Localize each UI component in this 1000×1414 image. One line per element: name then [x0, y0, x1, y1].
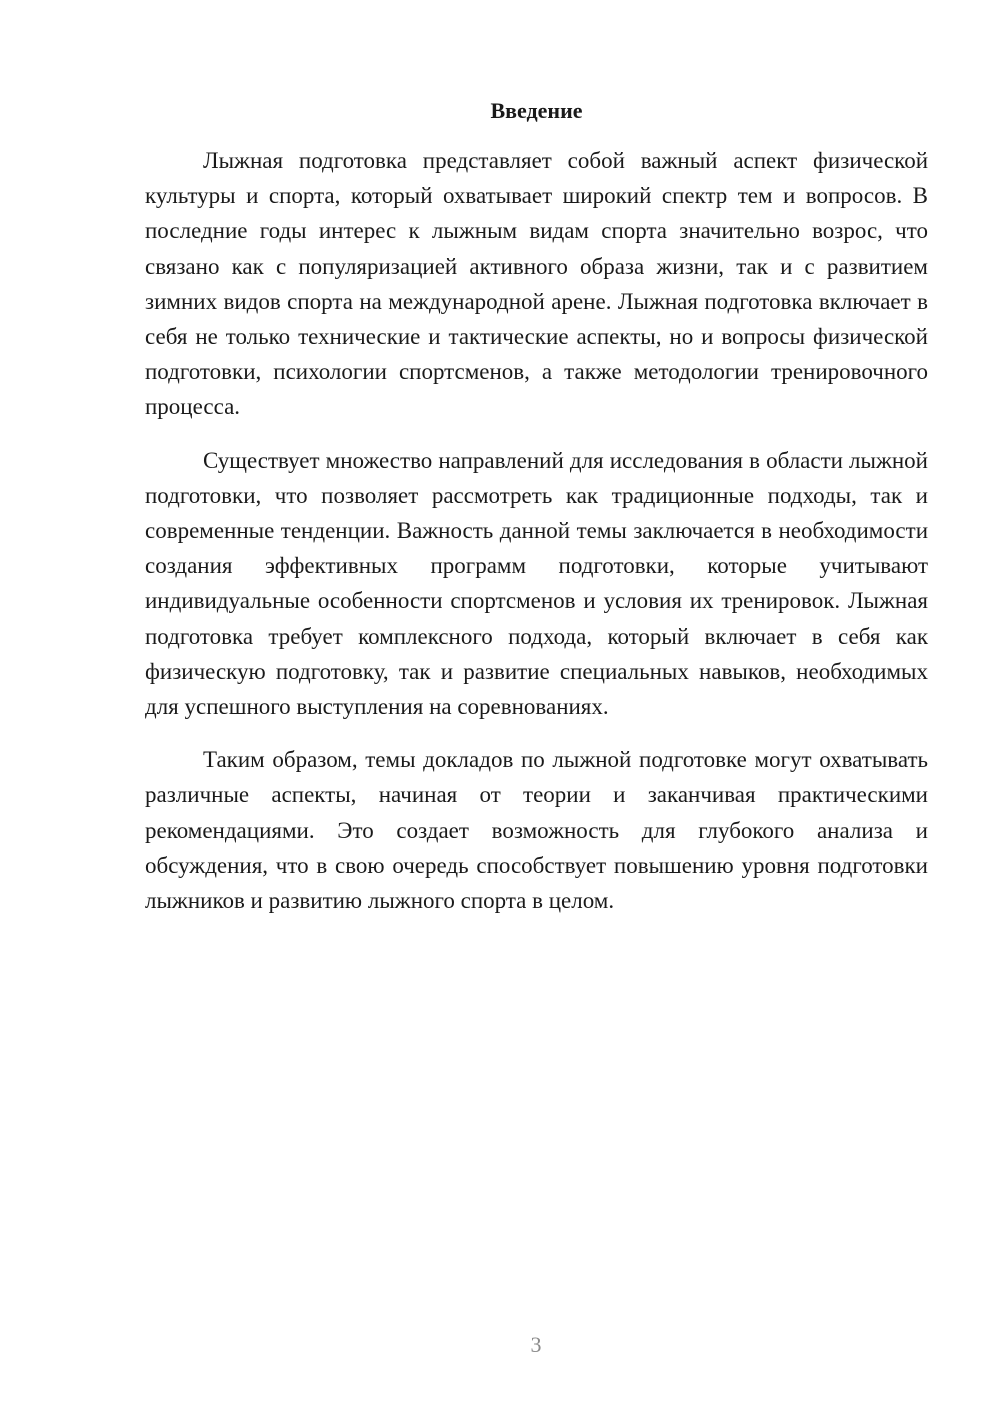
paragraph-1: Лыжная подготовка представляет собой важный аспект физической культуры и спорта, который охватывает широкий спектр тем и вопросов. В последние годы интерес к лыжным видам спорта значительно возрос, что связано как с популяризацией активного образа жизни, так и с развитием зимних видов спорта на международной арене. Лыжная подготовка включает в себя не только технические и тактические аспекты, но и вопросы физической подготовки, психологии спортсменов, а также методологии тренировочного процесса. [145, 148, 928, 420]
paragraph-3: Таким образом, темы докладов по лыжной подготовке могут охватывать различные аспекты, начиная от теории и заканчивая практическими рекомендациями. Это создает возможность для глубокого анализа и обсуждения, что в свою очередь способствует повышению уровня подготовки лыжников и развитию лыжного спорта в целом. [145, 747, 928, 914]
body-text [145, 143, 928, 936]
paragraph-2: Существует множество направлений для исследования в области лыжной подготовки, что позволяет рассмотреть как традиционные подходы, так и современные тенденции. Важность данной темы заключается в необходимости создания эффективных программ подготовки, которые учитывают индивидуальные особенности спортсменов и условия их тренировок. Лыжная подготовка требует комплексного подхода, который включает в себя как физическую подготовку, так и развитие специальных навыков, необходимых для успешного выступления на соревнованиях. [145, 447, 928, 720]
page-number: 3 [530, 1332, 542, 1357]
section-title: Введение [490, 98, 583, 123]
